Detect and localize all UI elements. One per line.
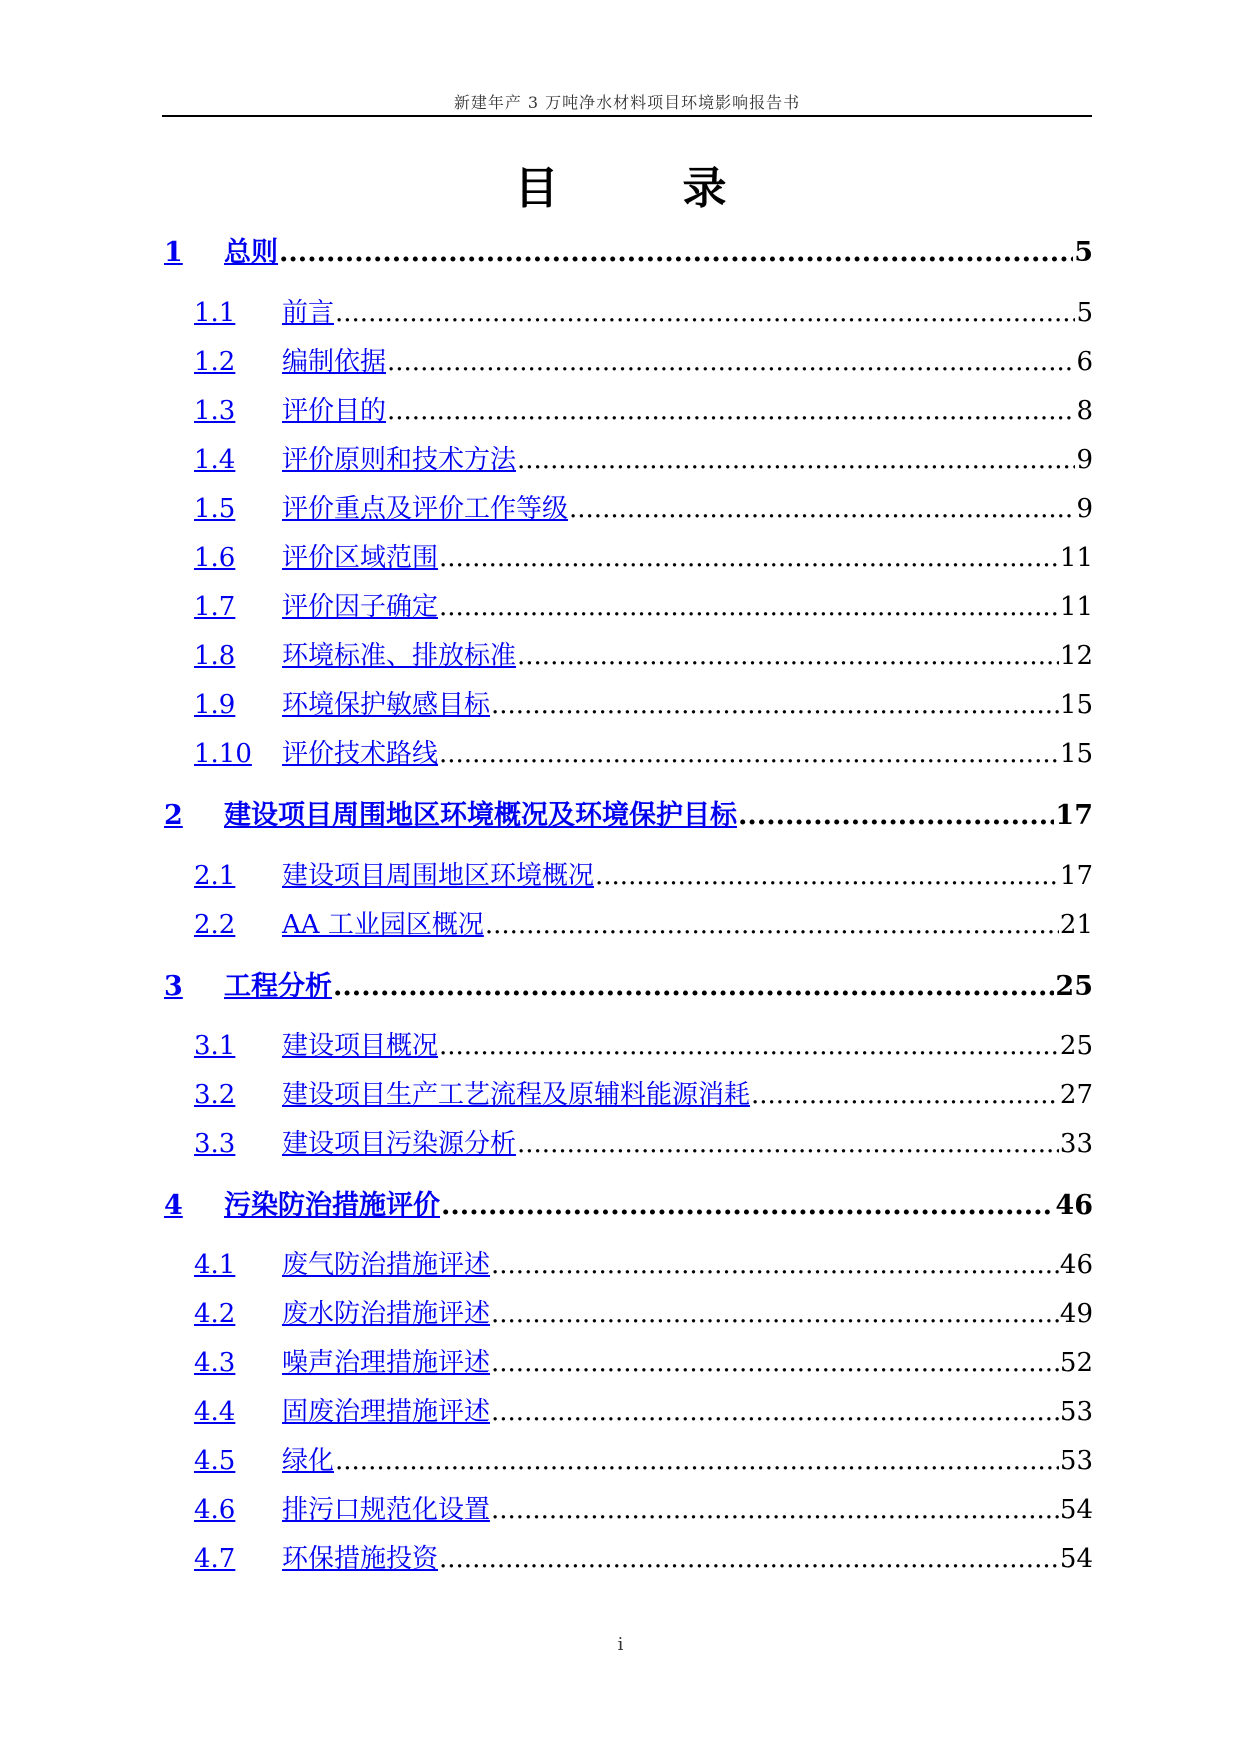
toc-entry-title[interactable]: 评价技术路线 <box>282 739 439 769</box>
toc-leader-dots <box>439 592 1059 622</box>
toc-entry[interactable] <box>194 1538 1093 1575</box>
toc-leader-dots <box>491 1495 1059 1525</box>
toc-entry-number[interactable]: 1.9 <box>194 690 236 720</box>
toc-entry-title[interactable]: 评价原则和技术方法 <box>282 445 517 475</box>
toc-entry-number[interactable]: 2 <box>164 800 183 831</box>
toc-entry-number[interactable]: 1.3 <box>194 396 236 426</box>
toc-leader-dots <box>335 298 1075 328</box>
toc-entry-number[interactable]: 4.2 <box>194 1299 236 1329</box>
toc-entry-number[interactable]: 1.5 <box>194 494 236 524</box>
toc-entry-page: 12 <box>1059 641 1093 671</box>
toc-entry[interactable] <box>194 1440 1093 1477</box>
toc-leader-dots <box>517 445 1075 475</box>
toc-entry[interactable] <box>194 1074 1093 1111</box>
toc-entry-page: 6 <box>1076 347 1093 377</box>
toc-entry-number[interactable]: 3.2 <box>194 1080 236 1110</box>
toc-entry-page: 11 <box>1059 592 1093 622</box>
toc-entry[interactable] <box>194 635 1093 672</box>
toc-entry-page: 9 <box>1076 494 1093 524</box>
toc-leader-dots <box>517 1129 1059 1159</box>
toc-entry-page: 9 <box>1076 445 1093 475</box>
toc-entry-title[interactable]: 环境标准、排放标准 <box>282 641 517 671</box>
toc-entry-page: 5 <box>1074 237 1093 268</box>
toc-entry[interactable] <box>164 964 1093 1003</box>
toc-leader-dots <box>439 543 1059 573</box>
toc-entry-number[interactable]: 1.6 <box>194 543 236 573</box>
toc-entry[interactable] <box>194 1342 1093 1379</box>
toc-entry-page: 5 <box>1076 298 1093 328</box>
toc-entry[interactable] <box>194 684 1093 721</box>
toc-entry-number[interactable]: 4.1 <box>194 1250 236 1280</box>
toc-entry[interactable] <box>194 1391 1093 1428</box>
toc-entry-number[interactable]: 4.3 <box>194 1348 236 1378</box>
toc-entry-page: 17 <box>1055 800 1093 831</box>
toc-entry-number[interactable]: 4.6 <box>194 1495 236 1525</box>
toc-entry[interactable] <box>194 537 1093 574</box>
toc-entry-title[interactable]: 建设项目污染源分析 <box>282 1129 517 1159</box>
toc-entry-page: 53 <box>1059 1397 1093 1427</box>
toc-entry-number[interactable]: 3.3 <box>194 1129 236 1159</box>
toc-leader-dots <box>387 347 1075 377</box>
toc-entry-number[interactable]: 4.5 <box>194 1446 236 1476</box>
toc-leader-dots <box>387 396 1075 426</box>
toc-entry-title[interactable]: 建设项目生产工艺流程及原辅料能源消耗 <box>282 1080 751 1110</box>
running-header: 新建年产 3 万吨净水材料项目环境影响报告书 <box>453 93 801 112</box>
toc-entry-title[interactable]: 总则 <box>224 237 278 268</box>
toc-entry-page: 25 <box>1055 971 1093 1002</box>
toc-entry-number[interactable]: 1.10 <box>194 739 252 769</box>
toc-entry[interactable] <box>194 1293 1093 1330</box>
toc-leader-dots <box>491 690 1059 720</box>
toc-entry-page: 46 <box>1059 1250 1093 1280</box>
toc-entry-number[interactable]: 1.1 <box>194 298 236 328</box>
page-title: 目 录 <box>514 163 767 214</box>
toc-entry-title[interactable]: 环保措施投资 <box>282 1544 439 1574</box>
toc-leader-dots <box>333 971 1054 1002</box>
toc-leader-dots <box>279 237 1073 268</box>
toc-entry-page: 15 <box>1059 739 1093 769</box>
toc-entry[interactable] <box>194 904 1093 941</box>
toc-entry-page: 53 <box>1059 1446 1093 1476</box>
toc-entry-number[interactable]: 4.7 <box>194 1544 236 1574</box>
toc-entry-title[interactable]: 污染防治措施评价 <box>224 1190 440 1221</box>
toc-entry-title[interactable]: 建设项目周围地区环境概况及环境保护目标 <box>224 800 737 831</box>
toc-entry-page: 21 <box>1059 910 1093 940</box>
toc-entry[interactable] <box>194 390 1093 427</box>
toc-entry[interactable] <box>194 1025 1093 1062</box>
toc-entry-page: 54 <box>1059 1495 1093 1525</box>
toc-entry[interactable] <box>194 292 1093 329</box>
toc-entry[interactable] <box>194 439 1093 476</box>
toc-entry-title[interactable]: 前言 <box>282 298 335 328</box>
toc-entry-page: 27 <box>1059 1080 1093 1110</box>
toc-leader-dots <box>439 739 1059 769</box>
toc-entry-page: 11 <box>1059 543 1093 573</box>
toc-leader-dots <box>491 1397 1059 1427</box>
toc-entry-number[interactable]: 3 <box>164 971 183 1002</box>
toc-entry[interactable] <box>194 341 1093 378</box>
toc-entry[interactable] <box>194 1489 1093 1526</box>
toc-leader-dots <box>569 494 1075 524</box>
toc-leader-dots <box>439 1544 1059 1574</box>
toc-entry-title[interactable]: AA 工业园区概况 <box>282 910 484 940</box>
toc-entry-number[interactable]: 2.2 <box>194 910 236 940</box>
toc-leader-dots <box>441 1190 1054 1221</box>
toc-entry-page: 33 <box>1059 1129 1093 1159</box>
toc-leader-dots <box>595 861 1059 891</box>
toc-entry[interactable] <box>194 1244 1093 1281</box>
toc-entry-title[interactable]: 编制依据 <box>282 347 387 377</box>
toc-entry-title[interactable]: 排污口规范化设置 <box>282 1495 491 1525</box>
toc-entry-page: 25 <box>1059 1031 1093 1061</box>
header-divider <box>162 115 1092 117</box>
toc-entry-title[interactable]: 评价区域范围 <box>282 543 439 573</box>
toc-entry[interactable] <box>164 230 1093 269</box>
toc-entry-title[interactable]: 固废治理措施评述 <box>282 1397 491 1427</box>
toc-entry-number[interactable]: 4.4 <box>194 1397 236 1427</box>
toc-entry-page: 17 <box>1059 861 1093 891</box>
toc-entry-number[interactable]: 3.1 <box>194 1031 236 1061</box>
toc-leader-dots <box>439 1031 1059 1061</box>
toc-entry[interactable] <box>194 1123 1093 1160</box>
toc-entry-title[interactable]: 噪声治理措施评述 <box>282 1348 491 1378</box>
toc-entry-page: 8 <box>1076 396 1093 426</box>
toc-entry-title[interactable]: 评价因子确定 <box>282 592 439 622</box>
toc-entry-page: 49 <box>1059 1299 1093 1329</box>
toc-leader-dots <box>751 1080 1059 1110</box>
toc-entry-title[interactable]: 建设项目概况 <box>282 1031 439 1061</box>
toc-entry[interactable] <box>194 733 1093 770</box>
toc-entry-number[interactable]: 4 <box>164 1190 183 1221</box>
toc-entry-title[interactable]: 废气防治措施评述 <box>282 1250 491 1280</box>
toc-entry-number[interactable]: 1.8 <box>194 641 236 671</box>
toc-entry[interactable] <box>194 855 1093 892</box>
toc-entry-title[interactable]: 绿化 <box>282 1446 335 1476</box>
toc-entry-number[interactable]: 2.1 <box>194 861 236 891</box>
toc-entry-page: 15 <box>1059 690 1093 720</box>
toc-leader-dots <box>738 800 1054 831</box>
toc-leader-dots <box>491 1299 1059 1329</box>
toc-leader-dots <box>517 641 1059 671</box>
toc-leader-dots <box>335 1446 1059 1476</box>
toc-entry[interactable] <box>194 488 1093 525</box>
toc-entry-number[interactable]: 1 <box>164 237 183 268</box>
toc-leader-dots <box>491 1250 1059 1280</box>
toc-entry-title[interactable]: 废水防治措施评述 <box>282 1299 491 1329</box>
toc-entry-title[interactable]: 建设项目周围地区环境概况 <box>282 861 595 891</box>
toc-entry[interactable] <box>164 793 1093 832</box>
toc-entry-title[interactable]: 评价重点及评价工作等级 <box>282 494 569 524</box>
toc-entry-page: 46 <box>1055 1190 1093 1221</box>
toc-entry[interactable] <box>164 1183 1093 1222</box>
toc-entry-number[interactable]: 1.7 <box>194 592 236 622</box>
toc-entry-number[interactable]: 1.4 <box>194 445 236 475</box>
toc-entry-number[interactable]: 1.2 <box>194 347 236 377</box>
toc-leader-dots <box>485 910 1059 940</box>
toc-entry-title[interactable]: 评价目的 <box>282 396 387 426</box>
toc-entry-page: 54 <box>1059 1544 1093 1574</box>
toc-entry-page: 52 <box>1059 1348 1093 1378</box>
toc-entry-title[interactable]: 工程分析 <box>224 971 332 1002</box>
toc-leader-dots <box>491 1348 1059 1378</box>
toc-entry-title[interactable]: 环境保护敏感目标 <box>282 690 491 720</box>
toc-entry[interactable] <box>194 586 1093 623</box>
page-number: i <box>617 1634 624 1655</box>
